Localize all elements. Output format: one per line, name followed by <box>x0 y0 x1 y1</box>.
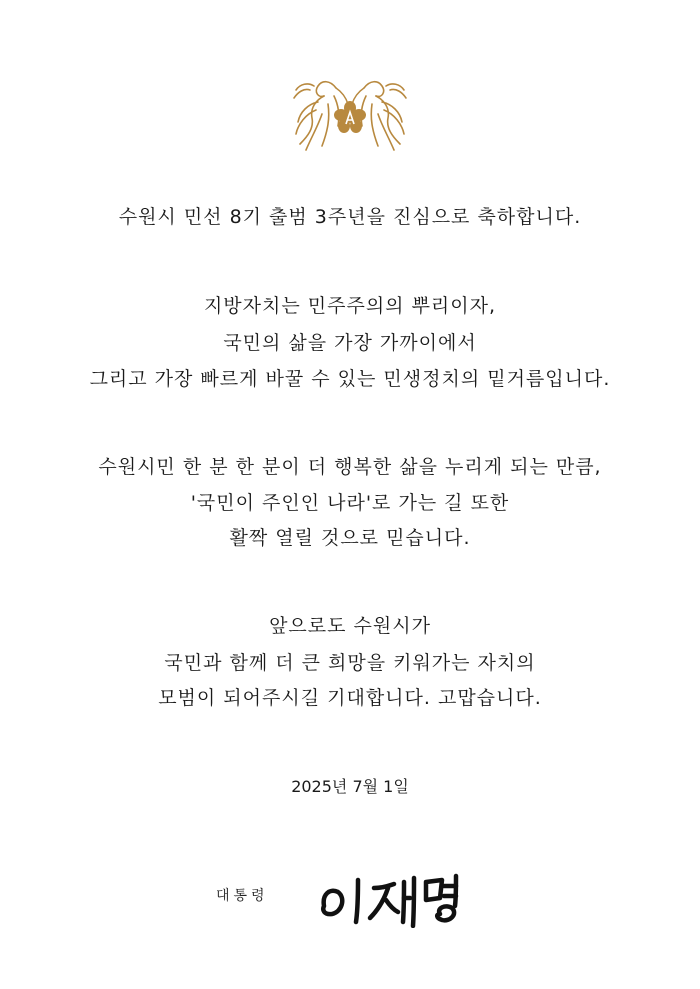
signer-title: 대통령 <box>216 888 269 904</box>
letter-line: 수원시민 한 분 한 분이 더 행복한 삶을 누리게 되는 만큼, <box>98 456 602 478</box>
phoenix-emblem-icon <box>288 74 412 156</box>
letter-line: 국민과 함께 더 큰 희망을 키워가는 자치의 <box>164 652 536 674</box>
letter-line: 국민의 삶을 가장 가까이에서 <box>223 332 477 354</box>
letter-line-congratulations: 수원시 민선 8기 출범 3주년을 진심으로 축하합니다. <box>118 206 582 228</box>
letter-line: 활짝 열릴 것으로 믿습니다. <box>229 527 471 549</box>
letter-line: 그리고 가장 빠르게 바꿀 수 있는 민생정치의 밑거름입니다. <box>89 368 611 390</box>
letter-line: 앞으로도 수원시가 <box>269 615 431 637</box>
letter-date: 2025년 7월 1일 <box>291 777 409 796</box>
letter-line: '국민이 주인인 나라'로 가는 길 또한 <box>190 492 510 514</box>
letter-line: 지방자치는 민주주의의 뿌리이자, <box>203 295 497 317</box>
signature <box>318 868 478 928</box>
letter-line-closing: 모범이 되어주시길 기대합니다. 고맙습니다. <box>158 687 542 709</box>
